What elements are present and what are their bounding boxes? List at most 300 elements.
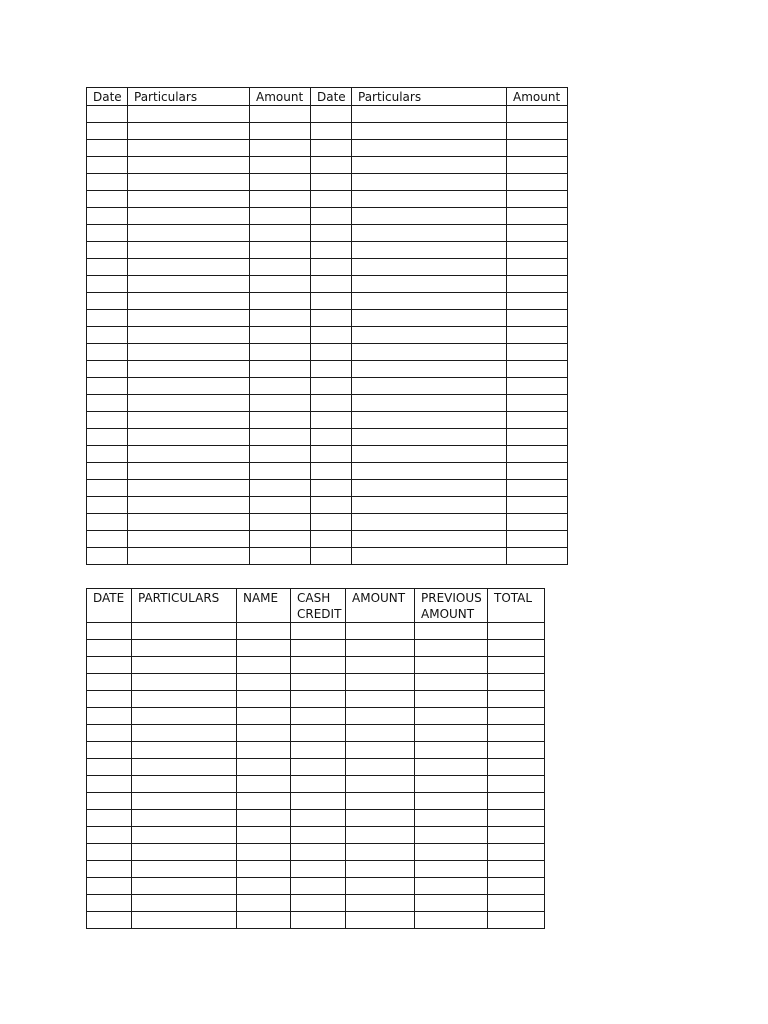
cash-row xyxy=(87,912,545,929)
table-cell[interactable] xyxy=(237,776,291,793)
table-cell[interactable] xyxy=(87,691,132,708)
table-cell[interactable] xyxy=(415,708,488,725)
table-cell[interactable] xyxy=(311,446,352,463)
table-cell[interactable] xyxy=(132,844,237,861)
table-cell[interactable] xyxy=(352,514,507,531)
table-cell[interactable] xyxy=(346,827,415,844)
table-cell[interactable] xyxy=(291,691,346,708)
table-cell[interactable] xyxy=(87,446,128,463)
table-cell[interactable] xyxy=(87,480,128,497)
table-cell[interactable] xyxy=(250,344,311,361)
table-cell[interactable] xyxy=(346,878,415,895)
table-cell[interactable] xyxy=(311,310,352,327)
table-cell[interactable] xyxy=(237,623,291,640)
table-cell[interactable] xyxy=(507,242,568,259)
table-cell[interactable] xyxy=(352,497,507,514)
table-cell[interactable] xyxy=(352,174,507,191)
table-cell[interactable] xyxy=(128,463,250,480)
table-cell[interactable] xyxy=(352,327,507,344)
table-cell[interactable] xyxy=(488,878,545,895)
table-cell[interactable] xyxy=(87,276,128,293)
table-cell[interactable] xyxy=(87,878,132,895)
table-cell[interactable] xyxy=(488,912,545,929)
table-cell[interactable] xyxy=(132,708,237,725)
table-cell[interactable] xyxy=(346,623,415,640)
table-cell[interactable] xyxy=(352,446,507,463)
cash-row xyxy=(87,708,545,725)
table-cell[interactable] xyxy=(507,463,568,480)
table-cell[interactable] xyxy=(87,344,128,361)
table-cell[interactable] xyxy=(352,259,507,276)
table-cell[interactable] xyxy=(250,378,311,395)
table-cell[interactable] xyxy=(87,497,128,514)
table-cell[interactable] xyxy=(87,259,128,276)
table-cell[interactable] xyxy=(346,861,415,878)
table-cell[interactable] xyxy=(346,674,415,691)
table-cell[interactable] xyxy=(250,531,311,548)
table-cell[interactable] xyxy=(488,708,545,725)
table-cell[interactable] xyxy=(346,640,415,657)
table-cell[interactable] xyxy=(488,623,545,640)
table-cell[interactable] xyxy=(311,480,352,497)
table-cell[interactable] xyxy=(352,293,507,310)
table-cell[interactable] xyxy=(352,208,507,225)
table-cell[interactable] xyxy=(250,259,311,276)
table-cell[interactable] xyxy=(250,548,311,565)
table-cell[interactable] xyxy=(507,174,568,191)
table-cell[interactable] xyxy=(311,463,352,480)
ledger-row xyxy=(87,123,568,140)
table-cell[interactable] xyxy=(311,327,352,344)
table-cell[interactable] xyxy=(87,548,128,565)
table-cell[interactable] xyxy=(128,174,250,191)
table-cell[interactable] xyxy=(132,810,237,827)
table-cell[interactable] xyxy=(132,623,237,640)
table-cell[interactable] xyxy=(87,912,132,929)
header-cash-credit: CASH CREDIT xyxy=(291,589,346,623)
ledger-row xyxy=(87,514,568,531)
ledger-row xyxy=(87,140,568,157)
table-cell[interactable] xyxy=(128,327,250,344)
table-cell[interactable] xyxy=(415,776,488,793)
table-cell[interactable] xyxy=(488,674,545,691)
table-cell[interactable] xyxy=(311,395,352,412)
table-cell[interactable] xyxy=(311,276,352,293)
table-cell[interactable] xyxy=(128,361,250,378)
table-cell[interactable] xyxy=(291,827,346,844)
table-cell[interactable] xyxy=(507,310,568,327)
table-cell[interactable] xyxy=(415,878,488,895)
table-cell[interactable] xyxy=(507,191,568,208)
table-cell[interactable] xyxy=(87,429,128,446)
table-cell[interactable] xyxy=(87,844,132,861)
table-cell[interactable] xyxy=(507,531,568,548)
table-cell[interactable] xyxy=(346,810,415,827)
table-cell[interactable] xyxy=(237,895,291,912)
table-cell[interactable] xyxy=(128,344,250,361)
table-cell[interactable] xyxy=(311,429,352,446)
table-cell[interactable] xyxy=(237,640,291,657)
table-cell[interactable] xyxy=(87,106,128,123)
table-cell[interactable] xyxy=(87,708,132,725)
table-cell[interactable] xyxy=(346,776,415,793)
table-cell[interactable] xyxy=(311,174,352,191)
table-cell[interactable] xyxy=(87,395,128,412)
table-cell[interactable] xyxy=(488,759,545,776)
table-cell[interactable] xyxy=(237,912,291,929)
table-cell[interactable] xyxy=(87,793,132,810)
table-cell[interactable] xyxy=(128,429,250,446)
table-cell[interactable] xyxy=(507,106,568,123)
table-cell[interactable] xyxy=(352,480,507,497)
table-cell[interactable] xyxy=(128,531,250,548)
table-cell[interactable] xyxy=(132,640,237,657)
table-cell[interactable] xyxy=(291,912,346,929)
table-cell[interactable] xyxy=(237,861,291,878)
table-cell[interactable] xyxy=(237,725,291,742)
table-cell[interactable] xyxy=(311,531,352,548)
table-cell[interactable] xyxy=(507,514,568,531)
table-cell[interactable] xyxy=(415,623,488,640)
table-cell[interactable] xyxy=(352,191,507,208)
table-cell[interactable] xyxy=(415,844,488,861)
table-cell[interactable] xyxy=(237,674,291,691)
table-cell[interactable] xyxy=(128,140,250,157)
table-cell[interactable] xyxy=(291,674,346,691)
table-cell[interactable] xyxy=(237,759,291,776)
table-cell[interactable] xyxy=(311,259,352,276)
table-cell[interactable] xyxy=(352,140,507,157)
table-cell[interactable] xyxy=(128,378,250,395)
table-cell[interactable] xyxy=(132,742,237,759)
table-cell[interactable] xyxy=(87,725,132,742)
table-cell[interactable] xyxy=(132,674,237,691)
table-cell[interactable] xyxy=(237,691,291,708)
table-cell[interactable] xyxy=(250,174,311,191)
table-cell[interactable] xyxy=(250,327,311,344)
table-cell[interactable] xyxy=(87,759,132,776)
table-cell[interactable] xyxy=(507,548,568,565)
table-cell[interactable] xyxy=(352,378,507,395)
table-cell[interactable] xyxy=(237,657,291,674)
table-cell[interactable] xyxy=(250,242,311,259)
ledger-row xyxy=(87,174,568,191)
table-cell[interactable] xyxy=(311,344,352,361)
table-cell[interactable] xyxy=(237,742,291,759)
table-cell[interactable] xyxy=(87,861,132,878)
table-cell[interactable] xyxy=(132,878,237,895)
table-cell[interactable] xyxy=(415,912,488,929)
table-cell[interactable] xyxy=(507,293,568,310)
table-cell[interactable] xyxy=(346,657,415,674)
table-cell[interactable] xyxy=(87,293,128,310)
table-cell[interactable] xyxy=(352,123,507,140)
table-cell[interactable] xyxy=(128,497,250,514)
table-cell[interactable] xyxy=(488,844,545,861)
table-cell[interactable] xyxy=(352,531,507,548)
cash-row xyxy=(87,742,545,759)
table-cell[interactable] xyxy=(128,123,250,140)
table-cell[interactable] xyxy=(352,395,507,412)
table-cell[interactable] xyxy=(352,242,507,259)
table-cell[interactable] xyxy=(507,140,568,157)
table-cell[interactable] xyxy=(132,861,237,878)
table-cell[interactable] xyxy=(507,446,568,463)
table-cell[interactable] xyxy=(311,412,352,429)
table-cell[interactable] xyxy=(87,191,128,208)
table-cell[interactable] xyxy=(507,497,568,514)
table-cell[interactable] xyxy=(311,293,352,310)
table-cell[interactable] xyxy=(87,640,132,657)
table-cell[interactable] xyxy=(352,310,507,327)
table-cell[interactable] xyxy=(291,861,346,878)
table-cell[interactable] xyxy=(87,895,132,912)
header-date-2: Date xyxy=(311,88,352,106)
table-cell[interactable] xyxy=(87,157,128,174)
table-cell[interactable] xyxy=(87,310,128,327)
table-cell[interactable] xyxy=(87,657,132,674)
table-cell[interactable] xyxy=(488,725,545,742)
table-cell[interactable] xyxy=(87,742,132,759)
table-cell[interactable] xyxy=(346,759,415,776)
table-cell[interactable] xyxy=(87,810,132,827)
table-cell[interactable] xyxy=(128,446,250,463)
table-cell[interactable] xyxy=(128,225,250,242)
table-cell[interactable] xyxy=(250,463,311,480)
table-cell[interactable] xyxy=(250,429,311,446)
table-cell[interactable] xyxy=(237,827,291,844)
table-cell[interactable] xyxy=(250,225,311,242)
table-cell[interactable] xyxy=(415,793,488,810)
table-cell[interactable] xyxy=(250,446,311,463)
table-cell[interactable] xyxy=(346,725,415,742)
table-cell[interactable] xyxy=(87,378,128,395)
table-cell[interactable] xyxy=(87,514,128,531)
table-cell[interactable] xyxy=(237,844,291,861)
table-cell[interactable] xyxy=(507,123,568,140)
table-cell[interactable] xyxy=(250,191,311,208)
table-cell[interactable] xyxy=(250,497,311,514)
table-cell[interactable] xyxy=(311,497,352,514)
table-cell[interactable] xyxy=(507,327,568,344)
table-cell[interactable] xyxy=(128,157,250,174)
table-cell[interactable] xyxy=(128,191,250,208)
table-cell[interactable] xyxy=(237,810,291,827)
table-cell[interactable] xyxy=(346,708,415,725)
table-cell[interactable] xyxy=(415,691,488,708)
table-cell[interactable] xyxy=(311,242,352,259)
table-cell[interactable] xyxy=(415,674,488,691)
table-cell[interactable] xyxy=(311,225,352,242)
table-cell[interactable] xyxy=(128,514,250,531)
table-cell[interactable] xyxy=(291,623,346,640)
table-cell[interactable] xyxy=(415,861,488,878)
table-cell[interactable] xyxy=(87,674,132,691)
table-cell[interactable] xyxy=(250,123,311,140)
table-cell[interactable] xyxy=(87,412,128,429)
ledger-row xyxy=(87,191,568,208)
table-cell[interactable] xyxy=(311,548,352,565)
table-cell[interactable] xyxy=(346,691,415,708)
table-cell[interactable] xyxy=(507,480,568,497)
table-cell[interactable] xyxy=(87,242,128,259)
table-cell[interactable] xyxy=(291,708,346,725)
table-cell[interactable] xyxy=(352,361,507,378)
table-cell[interactable] xyxy=(311,191,352,208)
table-cell[interactable] xyxy=(87,123,128,140)
table-cell[interactable] xyxy=(87,776,132,793)
table-cell[interactable] xyxy=(250,310,311,327)
table-cell[interactable] xyxy=(291,793,346,810)
table-cell[interactable] xyxy=(132,657,237,674)
table-cell[interactable] xyxy=(311,123,352,140)
table-cell[interactable] xyxy=(352,225,507,242)
table-cell[interactable] xyxy=(128,259,250,276)
table-cell[interactable] xyxy=(311,378,352,395)
table-cell[interactable] xyxy=(488,640,545,657)
table-cell[interactable] xyxy=(507,378,568,395)
table-cell[interactable] xyxy=(311,208,352,225)
table-cell[interactable] xyxy=(346,793,415,810)
table-cell[interactable] xyxy=(87,225,128,242)
table-cell[interactable] xyxy=(128,548,250,565)
table-cell[interactable] xyxy=(352,276,507,293)
ledger-row xyxy=(87,548,568,565)
table-cell[interactable] xyxy=(128,276,250,293)
table-cell[interactable] xyxy=(352,157,507,174)
table-cell[interactable] xyxy=(488,691,545,708)
table-cell[interactable] xyxy=(250,395,311,412)
table-cell[interactable] xyxy=(250,480,311,497)
table-cell[interactable] xyxy=(507,361,568,378)
table-cell[interactable] xyxy=(507,429,568,446)
table-cell[interactable] xyxy=(488,776,545,793)
table-cell[interactable] xyxy=(128,208,250,225)
table-cell[interactable] xyxy=(415,640,488,657)
table-cell[interactable] xyxy=(291,776,346,793)
table-cell[interactable] xyxy=(488,861,545,878)
table-cell[interactable] xyxy=(352,412,507,429)
table-cell[interactable] xyxy=(311,157,352,174)
table-cell[interactable] xyxy=(507,259,568,276)
table-cell[interactable] xyxy=(128,310,250,327)
table-cell[interactable] xyxy=(291,895,346,912)
table-cell[interactable] xyxy=(507,225,568,242)
table-cell[interactable] xyxy=(132,827,237,844)
table-cell[interactable] xyxy=(250,412,311,429)
table-cell[interactable] xyxy=(488,827,545,844)
table-cell[interactable] xyxy=(128,412,250,429)
table-cell[interactable] xyxy=(128,242,250,259)
table-cell[interactable] xyxy=(132,776,237,793)
table-cell[interactable] xyxy=(237,878,291,895)
table-cell[interactable] xyxy=(507,344,568,361)
table-cell[interactable] xyxy=(291,759,346,776)
table-cell[interactable] xyxy=(291,657,346,674)
table-cell[interactable] xyxy=(507,412,568,429)
table-cell[interactable] xyxy=(415,725,488,742)
table-cell[interactable] xyxy=(237,708,291,725)
table-cell[interactable] xyxy=(415,657,488,674)
table-cell[interactable] xyxy=(291,844,346,861)
table-cell[interactable] xyxy=(291,742,346,759)
table-cell[interactable] xyxy=(132,725,237,742)
table-cell[interactable] xyxy=(346,895,415,912)
table-cell[interactable] xyxy=(250,106,311,123)
table-cell[interactable] xyxy=(87,623,132,640)
table-cell[interactable] xyxy=(346,844,415,861)
header-date: DATE xyxy=(87,589,132,623)
table-cell[interactable] xyxy=(250,140,311,157)
table-cell[interactable] xyxy=(507,395,568,412)
table-cell[interactable] xyxy=(132,912,237,929)
table-cell[interactable] xyxy=(507,208,568,225)
table-cell[interactable] xyxy=(250,276,311,293)
table-cell[interactable] xyxy=(488,657,545,674)
table-cell[interactable] xyxy=(132,895,237,912)
table-cell[interactable] xyxy=(346,912,415,929)
table-cell[interactable] xyxy=(311,361,352,378)
table-cell[interactable] xyxy=(415,810,488,827)
table-cell[interactable] xyxy=(488,793,545,810)
table-cell[interactable] xyxy=(352,429,507,446)
table-cell[interactable] xyxy=(237,793,291,810)
table-cell[interactable] xyxy=(291,725,346,742)
table-cell[interactable] xyxy=(311,514,352,531)
table-cell[interactable] xyxy=(87,208,128,225)
table-cell[interactable] xyxy=(352,548,507,565)
table-cell[interactable] xyxy=(346,742,415,759)
table-cell[interactable] xyxy=(128,106,250,123)
table-cell[interactable] xyxy=(291,878,346,895)
table-cell[interactable] xyxy=(488,895,545,912)
table-cell[interactable] xyxy=(352,463,507,480)
table-cell[interactable] xyxy=(87,327,128,344)
table-cell[interactable] xyxy=(250,157,311,174)
table-cell[interactable] xyxy=(488,742,545,759)
table-cell[interactable] xyxy=(415,742,488,759)
table-cell[interactable] xyxy=(291,810,346,827)
table-cell[interactable] xyxy=(128,395,250,412)
table-cell[interactable] xyxy=(291,640,346,657)
table-cell[interactable] xyxy=(87,463,128,480)
table-cell[interactable] xyxy=(132,691,237,708)
table-cell[interactable] xyxy=(415,895,488,912)
table-cell[interactable] xyxy=(352,344,507,361)
table-cell[interactable] xyxy=(488,810,545,827)
table-cell[interactable] xyxy=(132,759,237,776)
table-cell[interactable] xyxy=(415,827,488,844)
table-cell[interactable] xyxy=(132,793,237,810)
table-cell[interactable] xyxy=(311,140,352,157)
table-cell[interactable] xyxy=(507,157,568,174)
table-cell[interactable] xyxy=(311,106,352,123)
table-cell[interactable] xyxy=(128,480,250,497)
table-cell[interactable] xyxy=(507,276,568,293)
table-cell[interactable] xyxy=(415,759,488,776)
table-cell[interactable] xyxy=(250,361,311,378)
table-cell[interactable] xyxy=(87,361,128,378)
table-cell[interactable] xyxy=(87,827,132,844)
table-cell[interactable] xyxy=(250,293,311,310)
table-cell[interactable] xyxy=(87,140,128,157)
table-cell[interactable] xyxy=(128,293,250,310)
table-cell[interactable] xyxy=(250,208,311,225)
table-cell[interactable] xyxy=(87,174,128,191)
table-cell[interactable] xyxy=(250,514,311,531)
table-cell[interactable] xyxy=(352,106,507,123)
table-cell[interactable] xyxy=(87,531,128,548)
